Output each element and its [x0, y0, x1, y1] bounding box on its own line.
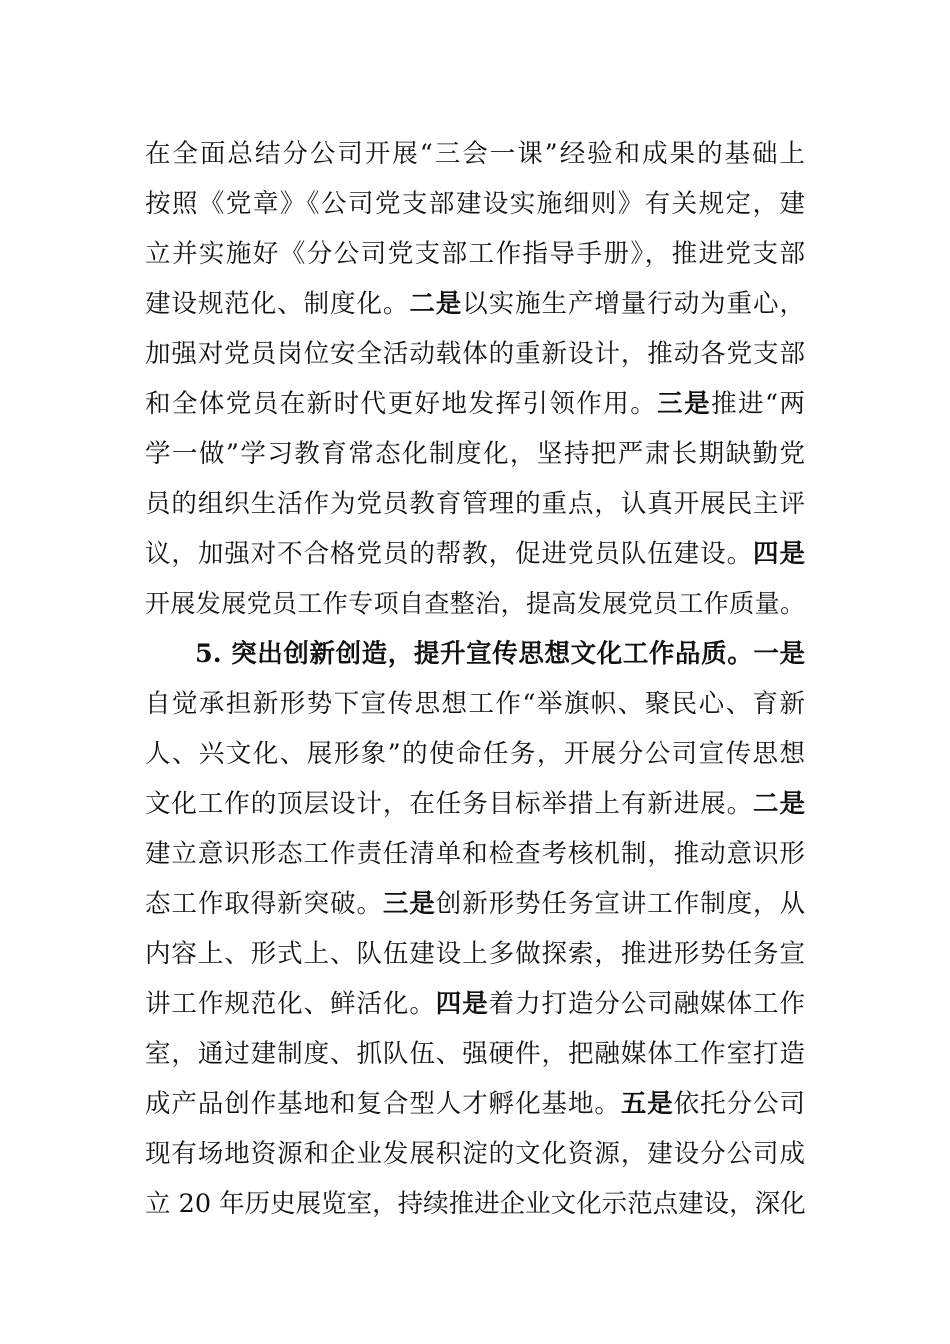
text-line: 立 20 年历史展览室，持续推进企业文化示范点建设，深化: [145, 1189, 806, 1219]
text-line: 自觉承担新形势下宣传思想工作“举旗帜、聚民心、育新: [145, 689, 805, 719]
text-line: 建立意识形态工作责任清单和检查考核机制，推动意识形: [145, 839, 805, 869]
text-line: 员的组织生活作为党员教育管理的重点，认真开展民主评: [145, 489, 805, 519]
text-line: 人、兴文化、展形象”的使命任务，开展分公司宣传思想: [145, 739, 805, 769]
text-line: 学一做”学习教育常态化制度化，坚持把严肃长期缺勤党: [145, 439, 805, 469]
text-line: 立并实施好《分公司党支部工作指导手册》，推进党支部: [145, 239, 805, 269]
text-line: 室，通过建制度、抓队伍、强硬件，把融媒体工作室打造: [145, 1039, 805, 1069]
text-line: 现有场地资源和企业发展积淀的文化资源，建设分公司成: [145, 1139, 805, 1169]
text-line: 内容上、形式上、队伍建设上多做探索，推进形势任务宣: [145, 939, 805, 969]
text-line: 建设规范化、制度化。二是以实施生产增量行动为重心，: [145, 289, 805, 319]
text-line: 在全面总结分公司开展“三会一课”经验和成果的基础上: [145, 139, 805, 169]
text-line: 讲工作规范化、鲜活化。四是着力打造分公司融媒体工作: [145, 989, 805, 1019]
section-heading: 5. 突出创新创造，提升宣传思想文化工作品质。一是: [195, 639, 805, 669]
text-line: 和全体党员在新时代更好地发挥引领作用。三是推进“两: [145, 389, 805, 419]
text-line: 文化工作的顶层设计，在任务目标举措上有新进展。二是: [145, 789, 805, 819]
text-line: 态工作取得新突破。三是创新形势任务宣讲工作制度，从: [145, 889, 805, 919]
text-line: 按照《党章》《公司党支部建设实施细则》有关规定，建: [145, 189, 805, 219]
text-line: 开展发展党员工作专项自查整治，提高发展党员工作质量。: [145, 589, 805, 618]
text-line: 成产品创作基地和复合型人才孵化基地。五是依托分公司: [145, 1089, 805, 1119]
text-line: 议，加强对不合格党员的帮教，促进党员队伍建设。四是: [145, 539, 805, 569]
text-line: 加强对党员岗位安全活动载体的重新设计，推动各党支部: [145, 339, 805, 369]
